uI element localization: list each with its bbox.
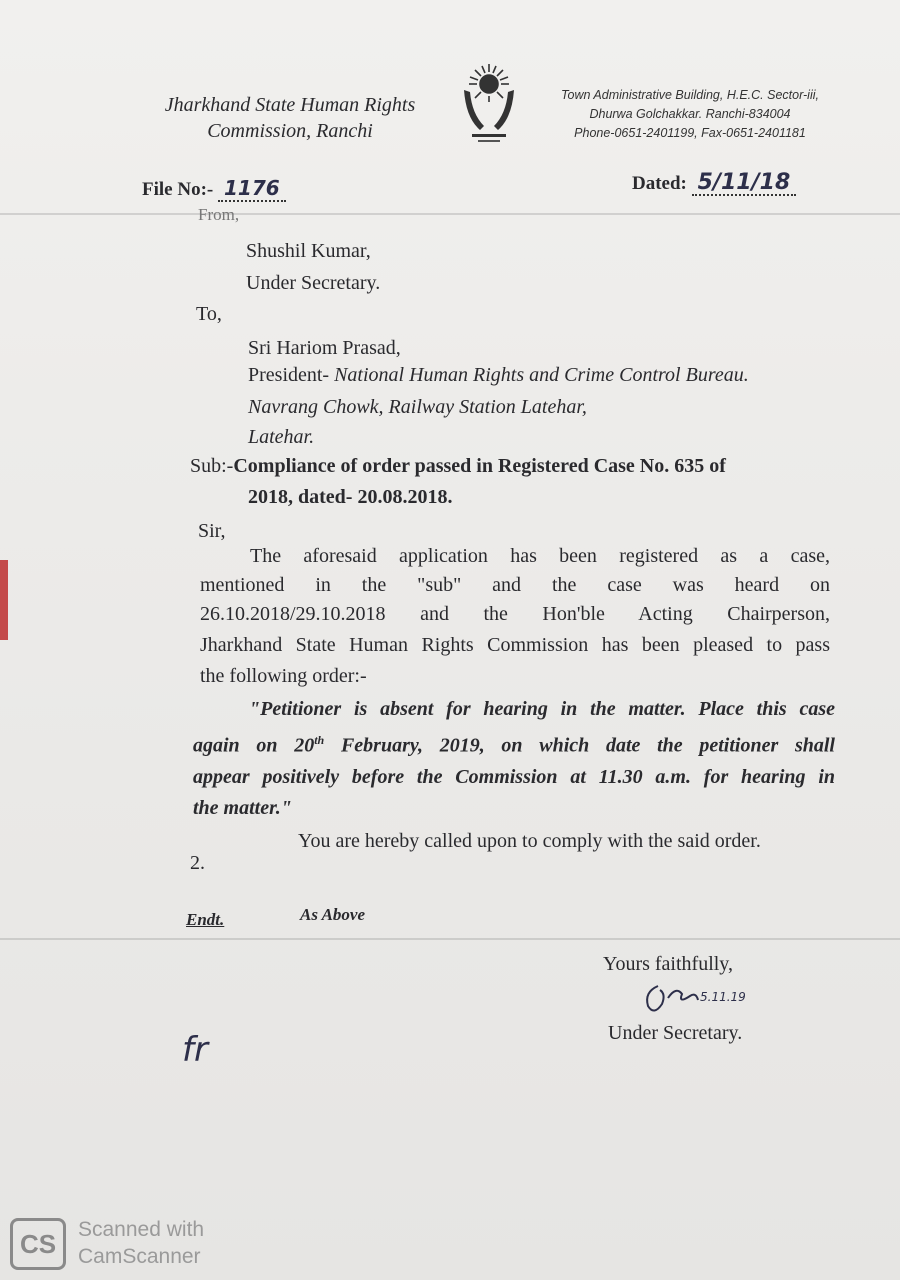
dated xyxy=(632,170,796,195)
order-date-text: again on 20 xyxy=(193,734,315,757)
endorsement-label: Endt. xyxy=(186,910,225,929)
order-line xyxy=(193,725,835,762)
quoted-order xyxy=(193,694,835,824)
subject-text: Compliance of order passed in Registered Case No. 635 of xyxy=(233,455,726,477)
paper-fold-line xyxy=(0,213,900,215)
dated-label: Dated: xyxy=(632,173,692,194)
closing-designation: Under Secretary. xyxy=(608,1022,743,1044)
recipient-designation xyxy=(248,364,749,387)
address-line-1: Town Administrative Building, H.E.C. Sector-iii, xyxy=(561,88,819,102)
sender-name: Shushil Kumar, xyxy=(246,240,371,262)
camscanner-logo-icon: CS xyxy=(10,1218,66,1270)
org-line-1: Jharkhand State Human Rights xyxy=(164,94,416,116)
commission-emblem-icon xyxy=(458,60,520,150)
dated-value: 5/11/18 xyxy=(697,170,791,195)
body-line: The aforesaid application has been registered as a case, xyxy=(250,545,830,567)
point-number: 2. xyxy=(190,852,205,874)
recipient-title: President- xyxy=(248,364,335,386)
file-number-label: File No:- xyxy=(142,179,218,200)
point-text: You are hereby called upon to comply with the said order. xyxy=(298,830,761,852)
order-line: the matter." xyxy=(193,796,292,819)
margin-initial: fr xyxy=(182,1030,208,1070)
body-line: mentioned in the "sub" and the case was heard on xyxy=(200,574,830,596)
file-number-value: 1176 xyxy=(223,176,280,200)
order-line: appear positively before the Commission at 11.30 a.m. for hearing in xyxy=(193,765,835,788)
org-line-2: Commission, Ranchi xyxy=(207,120,373,142)
body-line: 26.10.2018/29.10.2018 and the Hon'ble Acting Chairperson, xyxy=(200,603,830,625)
address-block xyxy=(530,86,850,143)
address-line-2: Dhurwa Golchakkar. Ranchi-834004 xyxy=(589,107,791,121)
body-line: the following order:- xyxy=(200,665,367,687)
file-number xyxy=(142,176,286,201)
subject-label: Sub:- xyxy=(190,455,234,477)
body-line: Jharkhand State Human Rights Commission has been pleased to pass xyxy=(200,634,830,656)
subject-line-2: 2018, dated- 20.08.2018. xyxy=(248,486,453,508)
watermark-line-1: Scanned with xyxy=(78,1218,205,1241)
camscanner-watermark xyxy=(78,1216,204,1270)
signature-icon xyxy=(640,978,700,1018)
organization-name xyxy=(140,92,440,144)
paper-fold-line xyxy=(0,938,900,940)
body-paragraph xyxy=(200,540,830,692)
recipient-organization: National Human Rights and Crime Control Bureau. xyxy=(334,364,749,386)
recipient-name: Sri Hariom Prasad, xyxy=(248,337,401,359)
address-line-3: Phone-0651-2401199, Fax-0651-2401181 xyxy=(574,126,806,140)
salutation: Sir, xyxy=(198,520,226,542)
order-line-continued: February, 2019, on which date the petitioner shall xyxy=(324,734,835,757)
to-label: To, xyxy=(196,303,222,325)
closing-yours-faithfully: Yours faithfully, xyxy=(603,953,734,975)
order-line: "Petitioner is absent for hearing in the matter. Place this case xyxy=(249,698,835,720)
order-date-superscript: th xyxy=(314,733,325,747)
endorsement-note: As Above xyxy=(300,905,366,924)
subject-line-1 xyxy=(190,455,726,478)
sender-designation: Under Secretary. xyxy=(246,272,381,294)
from-label: From, xyxy=(198,205,240,224)
signature-date: 5.11.19 xyxy=(700,990,746,1004)
watermark-line-2: CamScanner xyxy=(78,1245,201,1268)
edge-shadow xyxy=(0,560,8,640)
recipient-address-line: Navrang Chowk, Railway Station Latehar, xyxy=(248,396,587,418)
recipient-city: Latehar. xyxy=(248,426,315,448)
